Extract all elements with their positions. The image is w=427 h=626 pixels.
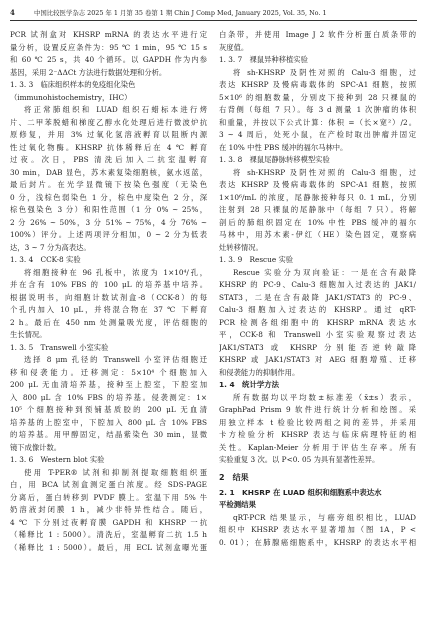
paragraph-last-line: 和侵袭能力的抑制作用。 <box>219 367 300 377</box>
paragraph-last-line: 镜下成像计数。 <box>10 442 62 452</box>
text-line: 马林中，用苏木素-伊红（HE）染色固定，观察病 <box>219 230 416 239</box>
text-line: 培养基的上腔室中，下腔加入 800 μL 含 10% FBS <box>10 417 207 427</box>
text-line: 量分析，设置反应条件为：95 ℃ 1 min，95 ℃ 15 s <box>10 42 207 52</box>
text-line: 和 60 ℃ 25 s，共 40 个循环。以 GAPDH 作为内参 <box>10 55 207 64</box>
left-column <box>10 29 207 554</box>
text-line: PCR 试剂盒对 KHSRP mRNA 的表达水平进行定 <box>10 30 207 39</box>
text-line: 4 ℃ 下分别过夜孵育膜 GAPDH 和 KHSRP 一抗 <box>10 517 207 527</box>
right-column <box>219 29 416 549</box>
text-line: PCR 检测各组细胞中的 KHSRP mRNA 表达水 <box>219 317 416 327</box>
paragraph-first-line: qRT-PCR 结果显示，与癌旁组织相比，LUAD <box>233 512 416 522</box>
text-line: 个孔内加入 10 μL，并将混合物在 37 ℃ 下孵育 <box>10 305 207 314</box>
text-line: 原修复，并用 3% 过氧化氢溶液孵育以阻断内源 <box>10 130 207 139</box>
text-line: 性过氧化物酶。KHSRP 抗体稀释后在 4 ℃ 孵育 <box>10 142 207 152</box>
paragraph-first-line: 所有数据均以平均数±标准差（x̄±s）表示， <box>233 392 416 402</box>
text-line: 卡方检验分析 KHSRP 表达与临床病理特征的相 <box>219 430 416 439</box>
section-heading: （immunohistochemistry，IHC） <box>10 92 132 102</box>
text-line: 1×10⁶/mL 的浓度，尾静脉接种每只 0. 1 mL，分别 <box>219 192 416 202</box>
running-header <box>10 6 417 21</box>
section-heading: 1. 3. 3 临床组织样本的免疫组化染色 <box>10 80 136 89</box>
text-line: 奶溶液封闭膜 1 h，减少非特异性结合。随后， <box>10 505 207 514</box>
text-line: KHSRP 的 PC-9、Calu-3 细胞加入过表达的 JAK1/ <box>219 280 416 289</box>
subsection-heading: 1. 4 统计学方法 <box>219 380 280 389</box>
paragraph-first-line: 将细胞接种在 96 孔板中，浓度为 1×10⁴/孔， <box>24 267 207 277</box>
text-line: 剖后的肺组织固定在 10% 中性 PBS 缓冲的福尔 <box>219 217 416 227</box>
text-line: 2 h。最后在 450 nm 处测量吸光度，评估细胞的 <box>10 317 207 327</box>
section-title: 2 结果 <box>219 472 249 482</box>
paragraph-last-line: 灰度值。 <box>219 42 249 52</box>
text-line: STAT3，二是在含有敲降 JAK1/STAT3 的 PC-9、 <box>219 292 416 302</box>
paragraph-first-line: 将 sh-KHSRP 及阴性对照的 Calu-3 细胞，过 <box>233 167 416 177</box>
text-line: 根据说明书，向细胞计数试剂盒-8（CCK-8）的每 <box>10 292 207 302</box>
text-line: 白条带，并使用 Image J 2 软件分析蛋白质条带的 <box>219 30 416 39</box>
paragraph-last-line: 灶转移情况。 <box>219 242 263 252</box>
text-line: Calu-3 细胞加入过表达的 KHSRP。通过 qRT- <box>219 305 416 314</box>
text-line: 0 分，浅棕色弱染色 1 分，棕色中度染色 2 分，深 <box>10 192 207 202</box>
text-line: 2 分 26% ~ 50%，3 分 51% ~ 75%，4 分 76% ~ <box>10 217 207 227</box>
text-line: 分离后，蛋白转移到 PVDF 膜上。室温下用 5% 牛 <box>10 492 207 502</box>
text-line: KHSRP 或 JAK1/STAT3 对 AEG 细胞增殖、迁移 <box>219 355 416 364</box>
paragraph-last-line: 生长情况。 <box>10 330 47 339</box>
text-line: 3 ~ 4 周后，处死小鼠，在产检时取出肿瘤并固定 <box>219 130 416 139</box>
text-line: 入 800 μL 含 10% FBS 的培养基。侵袭测定：1× <box>10 392 207 402</box>
paragraph-last-line: 在 10% 中性 PBS 缓冲的福尔马林中。 <box>219 142 348 152</box>
section-heading: 1. 3. 5 Transwell 小室实验 <box>10 342 109 352</box>
paragraph-first-line: 选择 8 μm 孔径的 Transwell 小室评估细胞迁 <box>24 355 207 364</box>
section-heading: 1. 3. 6 Western blot 实验 <box>10 455 105 464</box>
text-line: （稀释比 1 : 5000）。清洗后，室温孵育二抗 1.5 h <box>10 530 207 539</box>
text-line: 10⁵ 个细胞接种到预铺基质胶的 200 μL 无血清 <box>10 405 207 414</box>
text-line: 片、二甲苯脱蜡和梯度乙醇水化处理后进行微波炉抗 <box>10 117 207 127</box>
text-line: GraphPad Prism 9 软件进行统计分析和绘图。采 <box>219 405 416 414</box>
paragraph-first-line: 将正常肺组织和 LUAD 组织石蜡标本进行烤 <box>24 105 207 114</box>
page-number: 4 <box>10 8 15 17</box>
text-line: 和重量，并按以下公式计算：体积 =（长×宽²）/2。 <box>219 117 416 127</box>
text-line: 过夜。次日，PBS 清洗后加入二抗室温孵育 <box>10 155 207 164</box>
paragraph-last-line: 达，3 ~ 7 分为高表达。 <box>10 242 91 252</box>
section-heading: 1. 3. 9 Rescue 实验 <box>219 255 294 264</box>
text-line: 白，用 BCA 试剂盒测定蛋白浓度。经 SDS-PAGE <box>10 480 207 489</box>
text-line: 200 μL 无血清培养基，接种至上腔室，下腔室加 <box>10 380 207 389</box>
text-line: 棕色强染色 3 分）和阳性范围（1 分 0% ~ 25%， <box>10 205 207 214</box>
paragraph-first-line: Rescue 实验分为双向验证：一是在含有敲降 <box>233 267 416 277</box>
subsection-heading: 2. 1 KHSRP 在 LUAD 组织和细胞系中表达水 <box>219 487 382 497</box>
text-line: JAK1/STAT3 或 KHSRP 分别能否逆转敲降 <box>219 342 416 352</box>
paragraph-last-line: 实验重复 3 次。以 P<0. 05 为具有显著性差异。 <box>219 455 380 464</box>
section-heading: 1. 3. 8 裸鼠尾静脉转移模型实验 <box>219 155 330 164</box>
text-line: 表达 KHSRP 及慢病毒载体的 SPC-A1 细胞，按照 <box>219 80 416 89</box>
text-line: 平，CCK-8 和 Transwell 小室实验观察过表达 <box>219 330 416 339</box>
journal-citation: 中国比较医学杂志 2025 年 1 月第 35 卷第 1 期 Chin J Comp Med, January 2025, Vol. 35, No. 1 <box>34 9 327 17</box>
text-line: 100%）评分。上述两项评分相加，0 ~ 2 分为低表 <box>10 230 207 239</box>
text-line: 组织中 KHSRP 表达水平显著增加（图 1A，P < <box>219 525 416 534</box>
text-line: 关性。Kaplan-Meier 分析用于评估生存率。所有 <box>219 442 416 452</box>
text-line: 右背侧（每组 7 只）。每 3 d 测量 1 次肿瘤的体积 <box>219 105 416 114</box>
text-line: 注射到 28 只裸鼠的尾静脉中（每组 7 只）。将解 <box>219 205 416 214</box>
section-heading: 1. 3. 7 裸鼠异种移植实验 <box>219 55 308 64</box>
text-line: 0. 01）；在肺腺癌细胞系中，KHSRP 的表达水平相 <box>219 537 416 547</box>
paragraph-first-line: 使用 T-PER® 试剂和抑制剂提取细胞组织蛋 <box>24 467 207 477</box>
subsection-heading: 平检测结果 <box>219 500 256 509</box>
text-line: 并在含有 10% FBS 的 100 μL 的培养基中培养。 <box>10 280 207 289</box>
text-line: 表达 KHSRP 及慢病毒载体的 SPC-A1 细胞，按照 <box>219 180 416 189</box>
text-line: （稀释比 1 : 5000）。最后，用 ECL 试剂盒曝光蛋 <box>10 542 207 552</box>
paragraph-last-line: 基因，采用 2⁻ΔΔCt 方法进行数据处理和分析。 <box>10 67 167 77</box>
text-line: 的培养基。用甲醇固定，结晶紫染色 30 min，显微 <box>10 430 207 439</box>
text-line: 5×10⁶ 的细胞数量，分别皮下接种到 28 只裸鼠的 <box>219 92 416 102</box>
text-line: 最后封片。在光学显微镜下按染色强度（无染色 <box>10 180 207 189</box>
section-heading: 1. 3. 4 CCK-8 实验 <box>10 255 81 264</box>
paragraph-first-line: 将 sh-KHSRP 及阴性对照的 Calu-3 细胞，过 <box>233 67 416 77</box>
text-line: 移和侵袭能力。迁移测定：5×10⁴ 个细胞加入 <box>10 367 207 377</box>
text-line: 30 min，DAB 显色，苏木素复染细胞核，氨水返蓝， <box>10 167 207 177</box>
text-line: 用独立样本 t 检验比较两组之间的差异，并采用 <box>219 417 416 427</box>
